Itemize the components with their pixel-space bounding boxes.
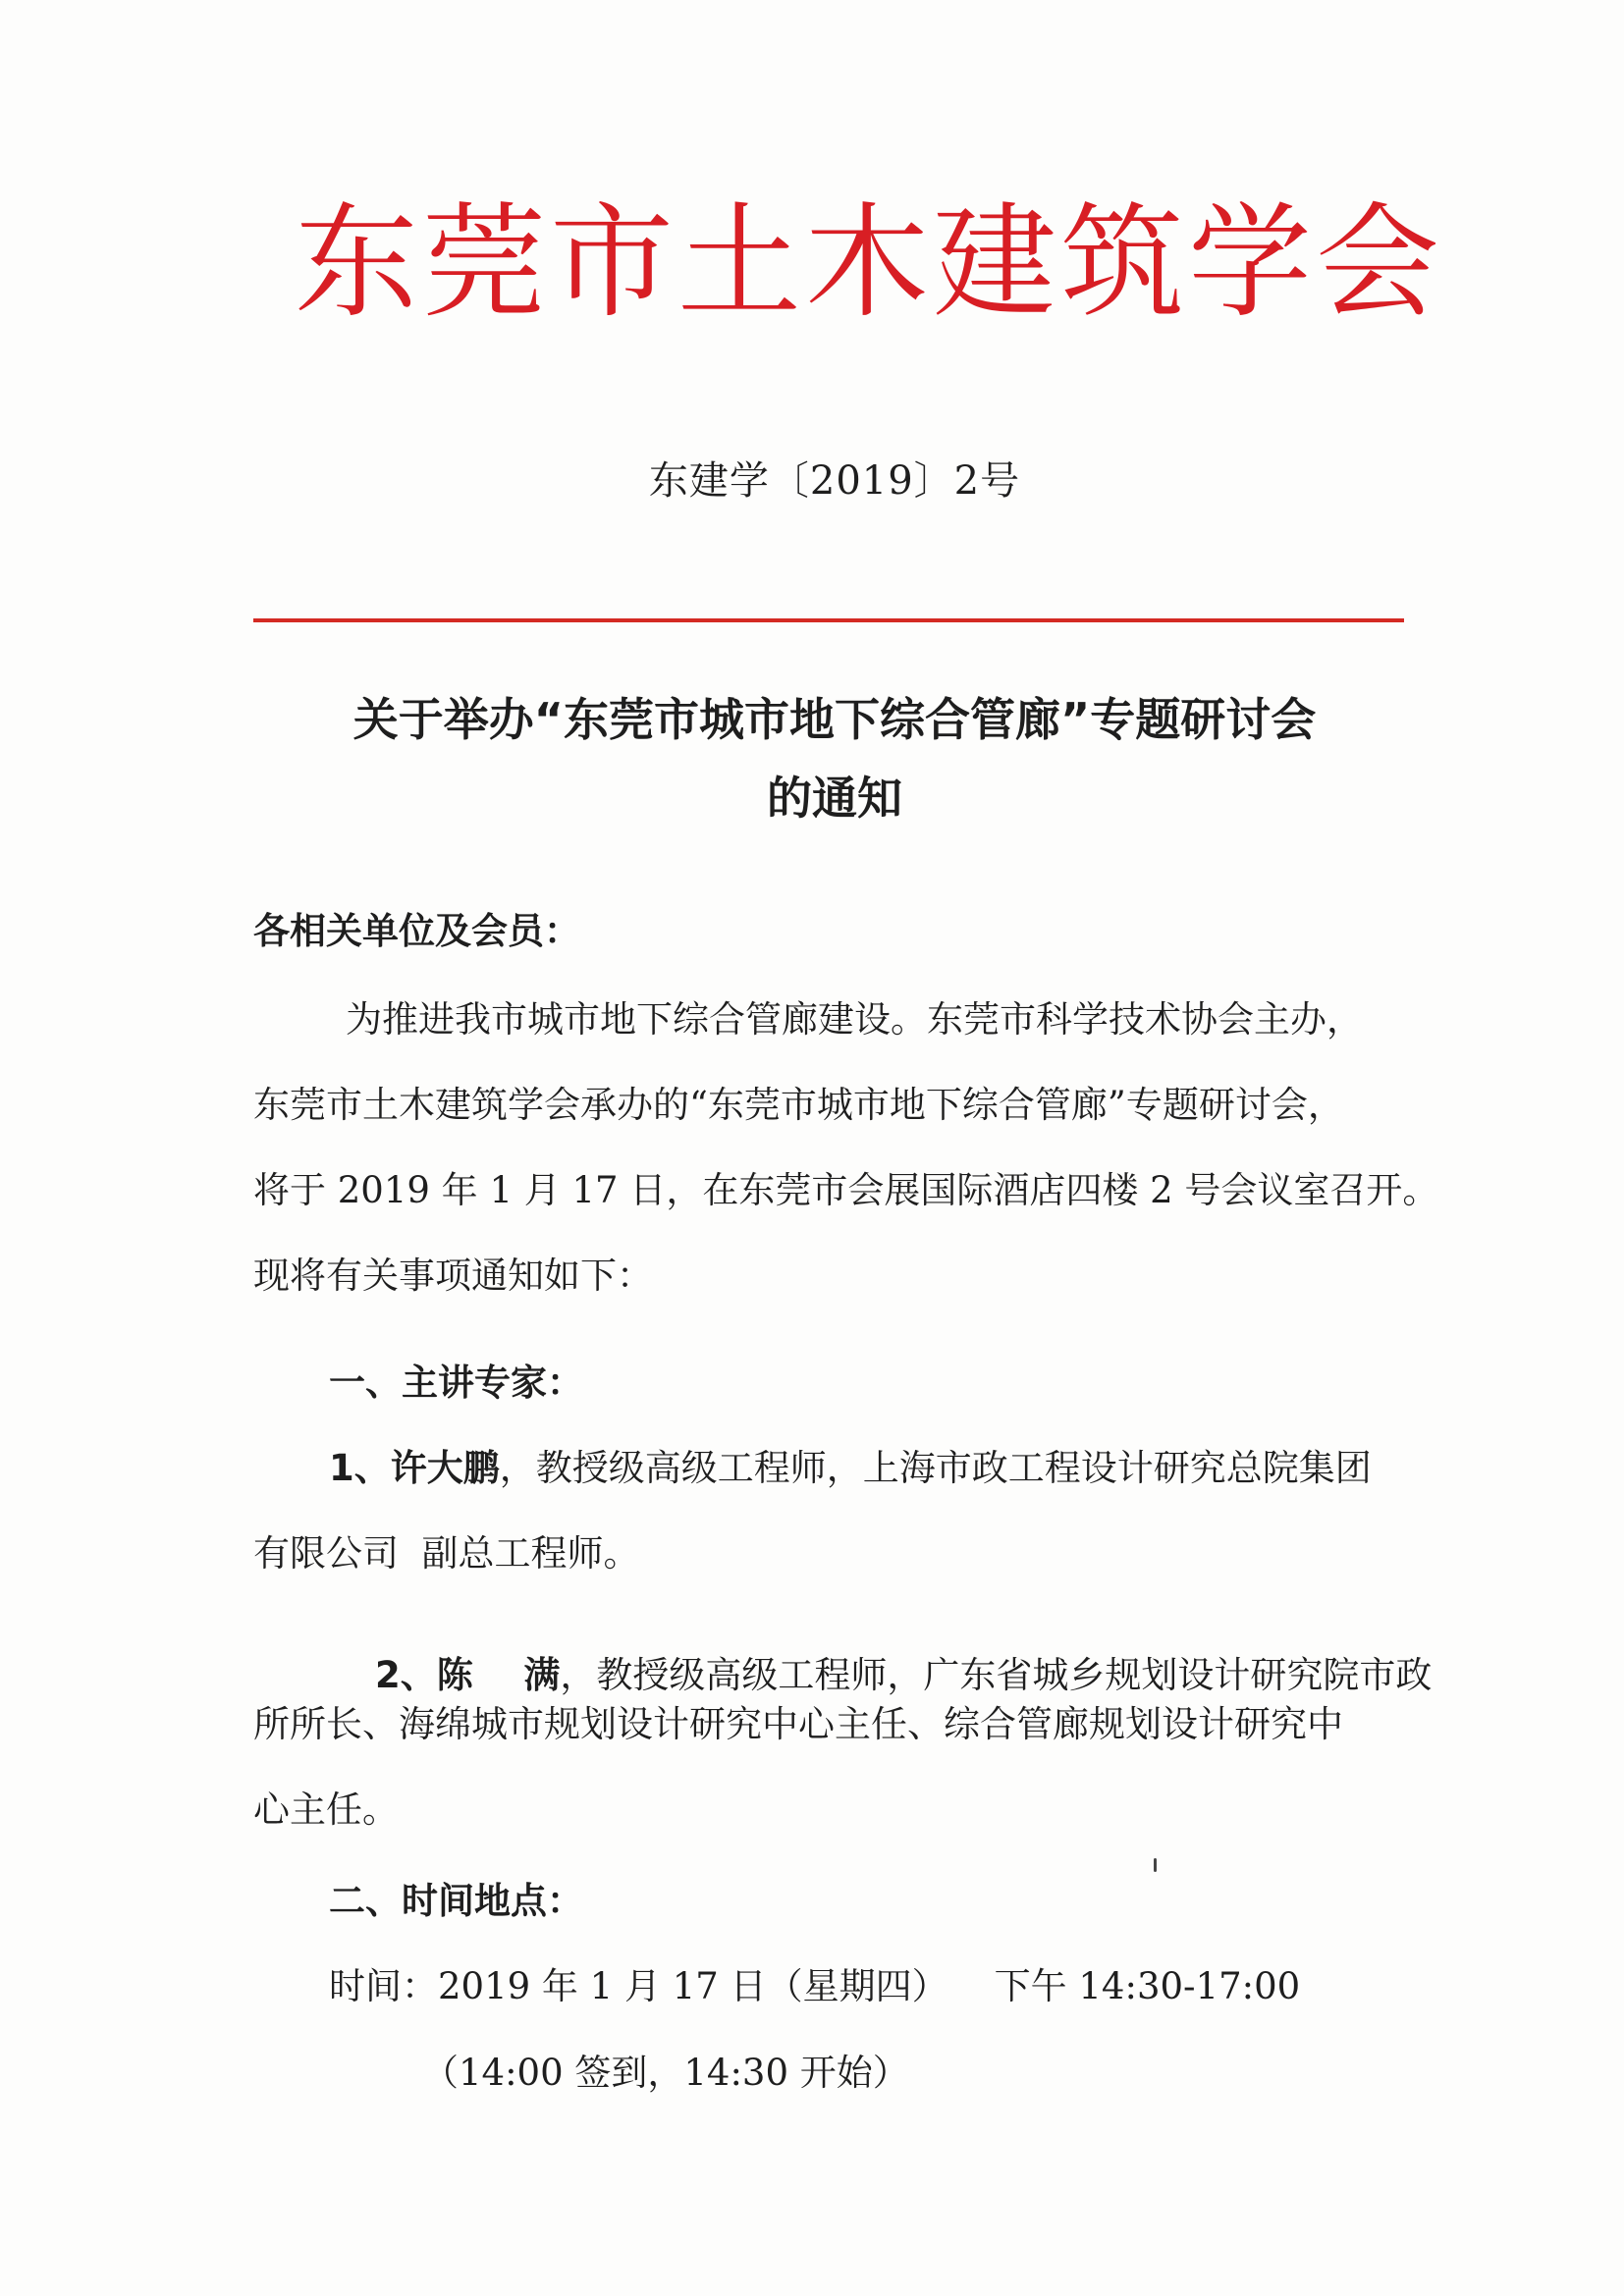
document-number: 东建学〔2019〕2号 (648, 458, 1021, 504)
red-divider-line (253, 618, 1404, 622)
expert-2-name: 2、陈 满 (375, 1654, 561, 1696)
expert-2-title: ，教授级高级工程师，广东省城乡规划设计研究院市政 (560, 1654, 1433, 1696)
notice-title-line-2: 的通知 (767, 772, 902, 825)
body-paragraph-line-2: 东莞市土木建筑学会承办的“东莞市城市地下综合管廊”专题研讨会， (253, 1084, 1344, 1126)
notice-title-line-1: 关于举办“东莞市城市地下综合管廊”专题研讨会 (352, 693, 1317, 746)
expert-1-title: ，教授级高级工程师，上海市政工程设计研究总院集团 (499, 1447, 1372, 1489)
section-1-heading: 一、主讲专家： (329, 1362, 583, 1404)
expert-1-line-1 (329, 1447, 1372, 1489)
org-letterhead-title: 东莞市土木建筑学会 (295, 190, 1443, 335)
scan-speck (1154, 1858, 1157, 1872)
salutation: 各相关单位及会员： (253, 910, 580, 952)
expert-1-line-2: 有限公司 副总工程师。 (253, 1532, 640, 1575)
section-2-heading: 二、时间地点： (329, 1880, 583, 1922)
body-paragraph-line-1: 为推进我市城市地下综合管廊建设。东莞市科学技术协会主办， (346, 998, 1363, 1041)
expert-1-name: 1、许大鹏 (329, 1447, 500, 1489)
meeting-time: 时间：2019 年 1 月 17 日（星期四） 下午 14:30-17:00 (329, 1965, 1301, 2007)
body-paragraph-line-3: 将于 2019 年 1 月 17 日，在东莞市会展国际酒店四楼 2 号会议室召开。 (253, 1169, 1439, 1211)
checkin-time: （14:00 签到，14:30 开始） (422, 2052, 909, 2094)
expert-2-line-3: 心主任。 (253, 1789, 399, 1831)
body-paragraph-line-4: 现将有关事项通知如下： (253, 1255, 653, 1297)
expert-2-line-2: 所所长、海绵城市规划设计研究中心主任、综合管廊规划设计研究中 (253, 1703, 1343, 1745)
